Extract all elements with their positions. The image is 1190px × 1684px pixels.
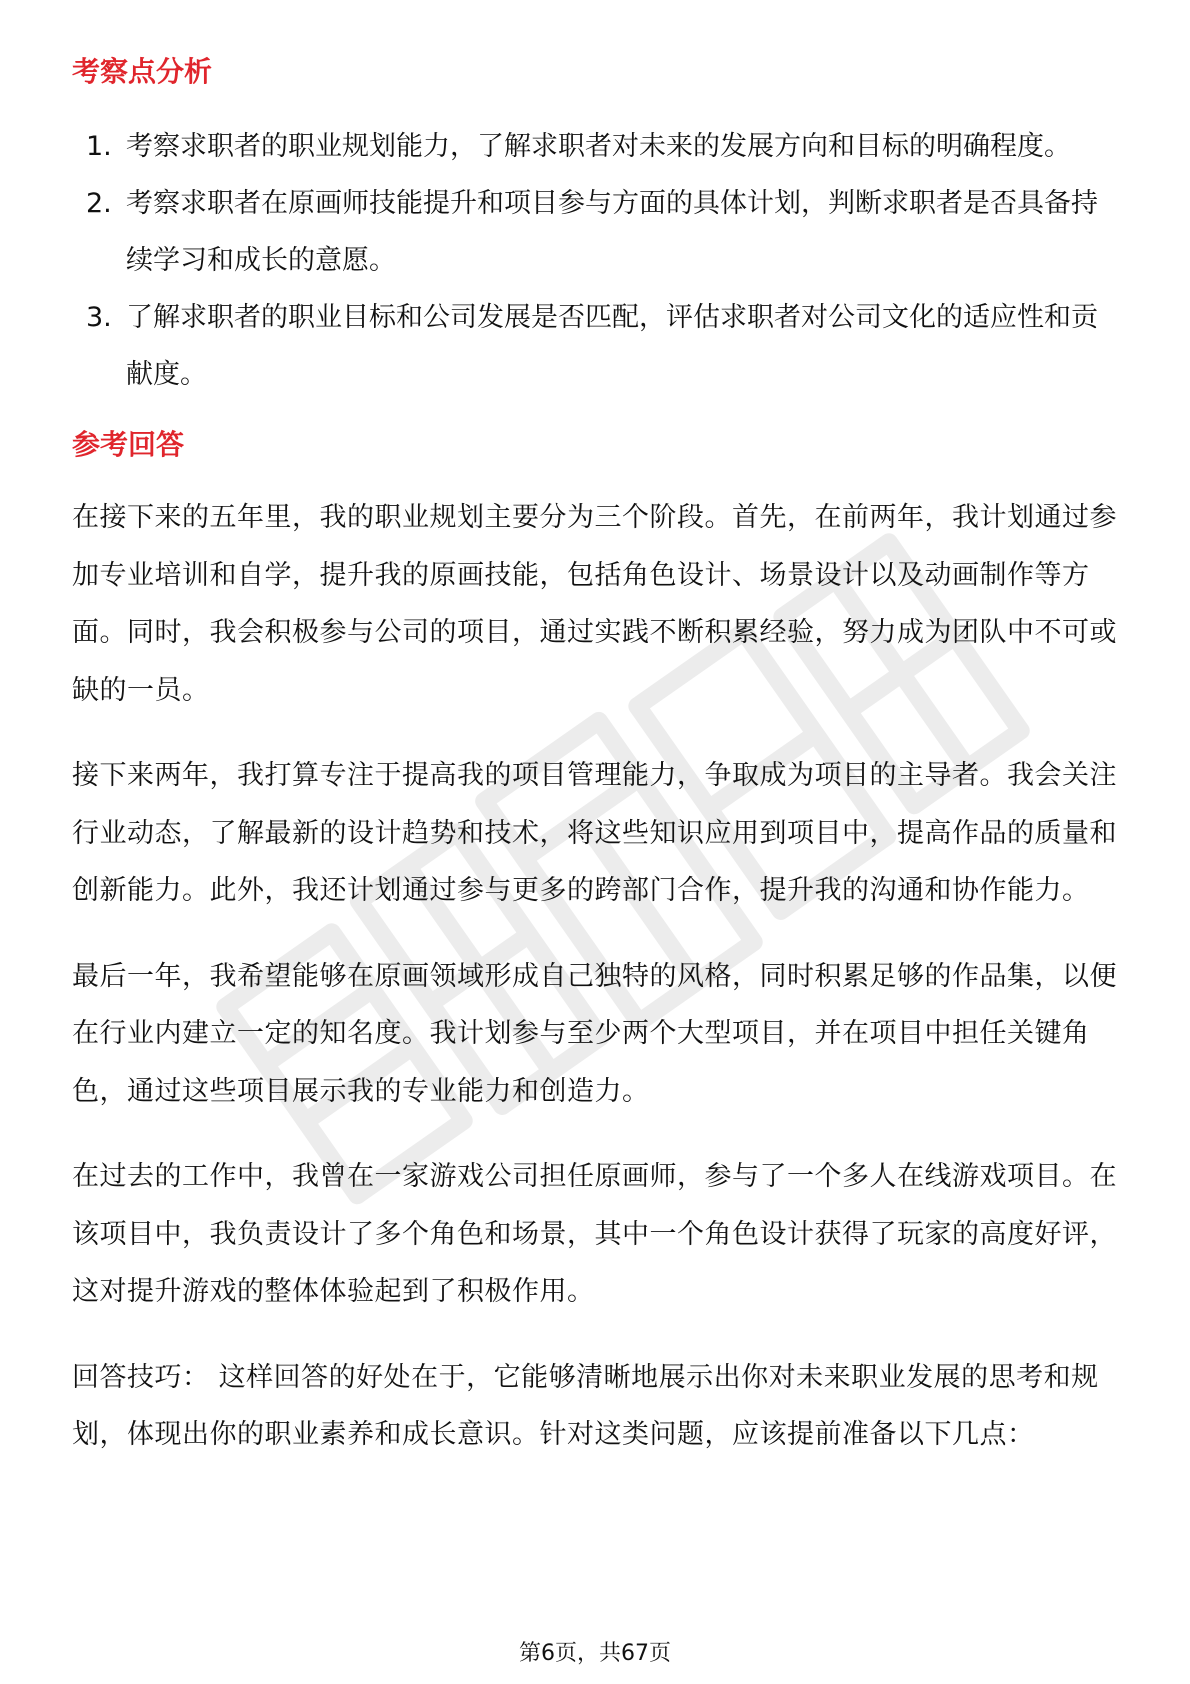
list-item-number: 2. xyxy=(86,188,112,219)
analysis-list xyxy=(72,118,1122,403)
list-item xyxy=(72,118,1122,175)
list-item-text: 了解求职者的职业目标和公司发展是否匹配，评估求职者对公司文化的适应性和贡献度。 xyxy=(126,302,1098,390)
answer-paragraph: 在接下来的五年里，我的职业规划主要分为三个阶段。首先，在前两年，我计划通过参加专业培训和自学，提升我的原画技能，包括角色设计、场景设计以及动画制作等方面。同时，我会积极参与公司的项目，通过实践不断积累经验，努力成为团队中不可或缺的一员。 xyxy=(72,502,1117,706)
list-item-number: 3. xyxy=(86,302,112,333)
page-number-footer: 第6页，共67页 xyxy=(519,1641,671,1666)
answer-paragraph: 在过去的工作中，我曾在一家游戏公司担任原画师，参与了一个多人在线游戏项目。在该项目中，我负责设计了多个角色和场景，其中一个角色设计获得了玩家的高度好评，这对提升游戏的整体体验起到了积极作用。 xyxy=(72,1161,1117,1307)
document-content xyxy=(72,40,1122,1464)
list-item-text: 考察求职者在原画师技能提升和项目参与方面的具体计划，判断求职者是否具备持续学习和成长的意愿。 xyxy=(126,188,1098,276)
analysis-section-title: 考察点分析 xyxy=(72,55,213,88)
list-item-number: 1. xyxy=(86,131,112,162)
answer-tips-paragraph: 回答技巧： 这样回答的好处在于，它能够清晰地展示出你对未来职业发展的思考和规划，体现出你的职业素养和成长意识。针对这类问题，应该提前准备以下几点： xyxy=(72,1361,1099,1450)
answer-section-title: 参考回答 xyxy=(72,428,185,461)
list-item-text: 考察求职者的职业规划能力，了解求职者对未来的发展方向和目标的明确程度。 xyxy=(126,131,1071,162)
answer-paragraph: 最后一年，我希望能够在原画领域形成自己独特的风格，同时积累足够的作品集，以便在行业内建立一定的知名度。我计划参与至少两个大型项目，并在项目中担任关键角色，通过这些项目展示我的专业能力和创造力。 xyxy=(72,960,1117,1107)
answer-paragraph: 接下来两年，我打算专注于提高我的项目管理能力，争取成为项目的主导者。我会关注行业动态，了解最新的设计趋势和技术，将这些知识应用到项目中，提高作品的质量和创新能力。此外，我还计划通过参与更多的跨部门合作，提升我的沟通和协作能力。 xyxy=(72,760,1117,906)
list-item xyxy=(72,175,1122,289)
list-item xyxy=(72,289,1122,403)
